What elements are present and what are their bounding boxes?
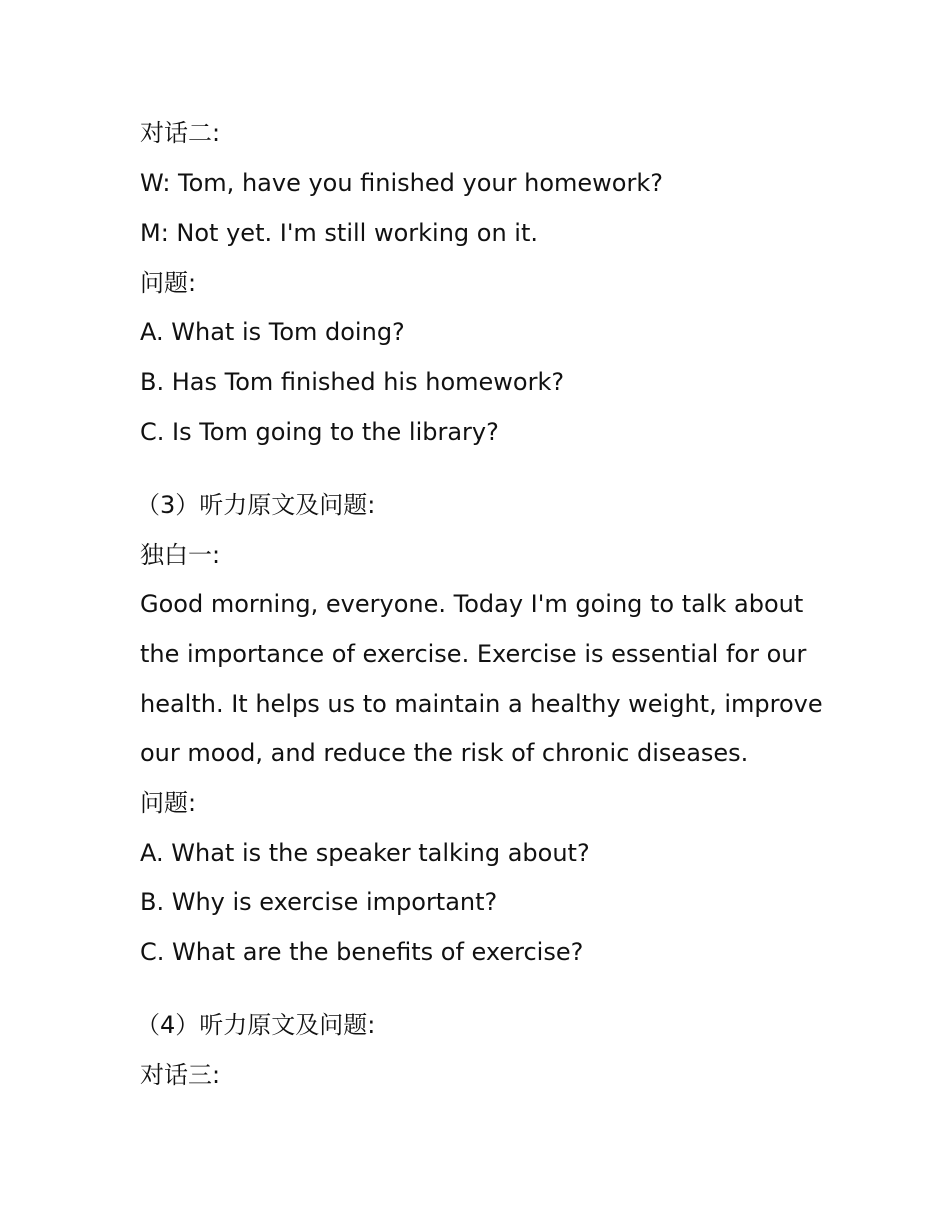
question-label: 问题: <box>140 789 197 817</box>
question-option: C. Is Tom going to the library? <box>140 418 499 446</box>
monologue-paragraph-line: our mood, and reduce the risk of chronic diseases. <box>140 739 749 767</box>
monologue-paragraph-line: the importance of exercise. Exercise is essential for our <box>140 640 807 668</box>
question-option: A. What is Tom doing? <box>140 318 405 346</box>
question-label: 问题: <box>140 269 197 297</box>
question-option: B. Has Tom finished his homework? <box>140 368 565 396</box>
dialogue-3-label: 对话三: <box>140 1061 221 1089</box>
question-option: C. What are the benefits of exercise? <box>140 938 584 966</box>
dialogue-line: W: Tom, have you finished your homework? <box>140 169 663 197</box>
dialogue-line: M: Not yet. I'm still working on it. <box>140 219 539 247</box>
section-4-heading: （4）听力原文及问题: <box>136 1011 376 1039</box>
monologue-paragraph-line: Good morning, everyone. Today I'm going to talk about <box>140 590 804 618</box>
dialogue-2-label: 对话二: <box>140 119 221 147</box>
question-option: B. Why is exercise important? <box>140 888 498 916</box>
monologue-1-label: 独白一: <box>140 541 221 569</box>
monologue-paragraph-line: health. It helps us to maintain a healthy weight, improve <box>140 690 823 718</box>
section-3-heading: （3）听力原文及问题: <box>136 491 376 519</box>
question-option: A. What is the speaker talking about? <box>140 839 590 867</box>
